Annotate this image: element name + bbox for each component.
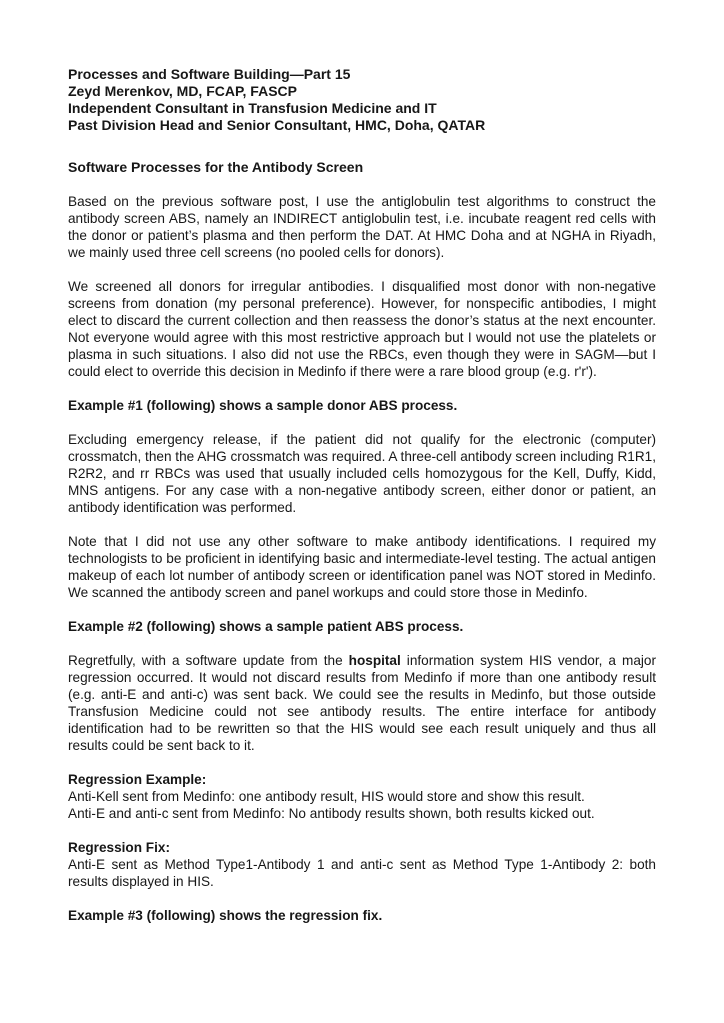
paragraph-regression bbox=[68, 652, 656, 754]
author-role-line-2: Past Division Head and Senior Consultant, HMC, Doha, QATAR bbox=[68, 117, 486, 133]
example-3-heading: Example #3 (following) shows the regression fix. bbox=[68, 908, 383, 923]
document-title: Processes and Software Building—Part 15 bbox=[68, 66, 351, 82]
paragraph-intro: Based on the previous software post, I use the antiglobulin test algorithms to construct the antibody screen ABS, namely an INDIRECT antiglobulin test, i.e. incubate reagent red cells with the donor or patient’s plasma and then perform the DAT. At HMC Doha and at NGHA in Riyadh, we mainly used three cell screens (no pooled cells for donors). bbox=[68, 194, 656, 260]
paragraph-crossmatch: Excluding emergency release, if the patient did not qualify for the electronic (computer) crossmatch, then the AHG crossmatch was required. A three-cell antibody screen including R1R1, R2R2, and rr RBCs was used that usually included cells homozygous for the Kell, Duffy, Kidd, MNS antigens. For any case with a non-negative antibody screen, either donor or patient, an antibody identification was performed. bbox=[68, 432, 656, 515]
regression-fix-body: Anti-E sent as Method Type1-Antibody 1 and anti-c sent as Method Type 1-Antibody 2: both results displayed in HIS. bbox=[68, 857, 656, 889]
section-heading: Software Processes for the Antibody Screen bbox=[68, 159, 364, 175]
regression-fix-block bbox=[68, 839, 656, 890]
paragraph-regression-text-after: information system HIS vendor, a major regression occurred. It would not discard results from Medinfo if more than one antibody result (e.g. anti-E and anti-c) was sent back. We could see the results in Medinfo, but those outside Transfusion Medicine could not see antibody results. The entire interface for antibody identification had to be rewritten so that the HIS would see each result uniquely and thus all results could be sent back to it. bbox=[68, 653, 656, 753]
regression-example-line-1: Anti-Kell sent from Medinfo: one antibody result, HIS would store and show this result. bbox=[68, 789, 585, 804]
regression-example-heading: Regression Example: bbox=[68, 772, 207, 787]
example-2-heading: Example #2 (following) shows a sample patient ABS process. bbox=[68, 619, 464, 634]
author-role-line-1: Independent Consultant in Transfusion Medicine and IT bbox=[68, 100, 437, 116]
regression-fix-heading: Regression Fix: bbox=[68, 840, 170, 855]
regression-example-line-2: Anti-E and anti-c sent from Medinfo: No antibody results shown, both results kicked out. bbox=[68, 806, 595, 821]
paragraph-regression-bold-word: hospital bbox=[348, 653, 401, 668]
document-header bbox=[68, 66, 656, 134]
paragraph-donor-screening: We screened all donors for irregular antibodies. I disqualified most donor with non-negative screens from donation (my personal preference). However, for nonspecific antibodies, I might elect to discard the current collection and then reassess the donor’s status at the next encounter. Not everyone would agree with this most restrictive approach but I would not use the platelets or plasma in such situations. I also did not use the RBCs, even though they were in SAGM—but I could elect to override this decision in Medinfo if there were a rare blood group (e.g. r'r'). bbox=[68, 279, 656, 379]
example-1-heading: Example #1 (following) shows a sample donor ABS process. bbox=[68, 398, 458, 413]
regression-example-block bbox=[68, 771, 656, 822]
author-line: Zeyd Merenkov, MD, FCAP, FASCP bbox=[68, 83, 297, 99]
paragraph-regression-text-before: Regretfully, with a software update from the bbox=[68, 653, 349, 668]
paragraph-identification: Note that I did not use any other software to make antibody identifications. I required my technologists to be proficient in identifying basic and intermediate-level testing. The actual antigen makeup of each lot number of antibody screen or identification panel was NOT stored in Medinfo. We scanned the antibody screen and panel workups and could store those in Medinfo. bbox=[68, 534, 656, 600]
